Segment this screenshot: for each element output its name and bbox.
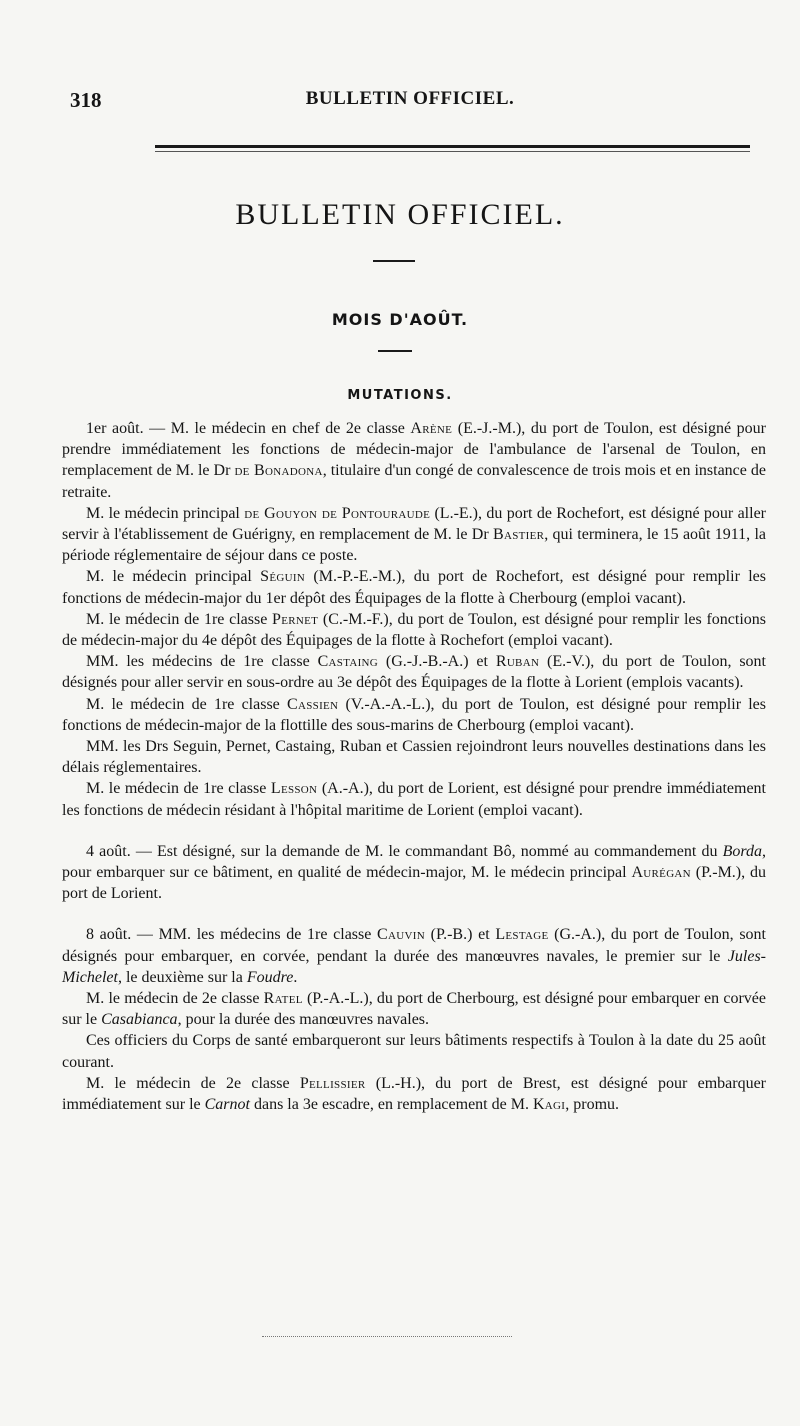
paragraph-text: août. — M. le médecin en chef de 2e classe [106, 420, 411, 437]
paragraph-text: (M.-P.-E.-M.), du port de Rochefort, est désigné pour remplir les fonctions de médecin-major du 1er dépôt des Équipages de la flotte à Cherbourg (emploi vacant). [62, 568, 766, 607]
person-name: Lesson [270, 780, 318, 798]
person-name: Ruban [495, 653, 540, 671]
person-name: Aurégan [631, 864, 691, 882]
page-number: 318 [70, 88, 102, 112]
person-name: Arène [410, 420, 453, 437]
paragraph-text: M. le médecin principal [86, 568, 261, 586]
ship-name: Casabianca [101, 1011, 178, 1029]
article-body [62, 418, 766, 1115]
header-rule [155, 145, 750, 148]
person-name: Kagi [532, 1096, 566, 1114]
paragraph-11 [62, 988, 766, 1030]
paragraph-text: , promu. [565, 1096, 620, 1114]
paragraph-text: , pour embarquer sur ce bâtiment, en qualité de médecin-major, M. le médecin principal [62, 842, 766, 882]
paragraph-4 [62, 609, 766, 651]
paragraph-8 [62, 778, 766, 820]
paragraph-text: MM. les médecins de 1re classe [86, 653, 318, 671]
paragraph-text: dans la 3e escadre, en remplacement de M. [249, 1096, 533, 1114]
paragraph-3 [62, 566, 766, 608]
paragraph-text: (A.-A.), du port de Lorient, est désigné pour prendre immédiatement les fonctions de médecin résidant à l'hôpital maritime de Lorient (emploi vacant). [62, 780, 767, 819]
paragraph-6 [62, 694, 766, 736]
person-name: Castaing [317, 653, 379, 671]
paragraph-text: , titulaire d'un congé de convalescence de trois mois et en instance de retraite. [62, 462, 767, 501]
person-name: Cassien [287, 695, 339, 713]
section-heading: MUTATIONS. [347, 388, 453, 403]
paragraph-text: (G.-A.), du port de Toulon, sont désignés pour embarquer, en corvée, pendant la durée des manœuvres navales, le premier sur le [62, 926, 767, 965]
person-name: Bastier [492, 526, 545, 544]
bottom-dotted-rule [262, 1336, 512, 1337]
paragraph-text: M. le médecin de 2e classe [86, 1074, 300, 1092]
paragraph-text: (V.-A.-A.-L.), du port de Toulon, est désigné pour remplir les fonctions de médecin-major de la flottille des sous-marins de Cherbourg (emploi vacant). [62, 695, 767, 734]
paragraph-text: . [293, 968, 298, 986]
month-heading: MOIS D'AOÛT. [331, 310, 469, 329]
ship-name: Foudre [246, 968, 294, 986]
paragraph-1 [62, 418, 766, 503]
page-title: BULLETIN OFFICIEL. [235, 198, 565, 231]
paragraph-text: (L.-E.), du port de Rochefort, est désigné pour aller servir à l'établissement de Guérigny, en remplacement de M. le Dr [62, 504, 767, 544]
paragraph-text: 4 août. — Est désigné, sur la demande de M. le commandant Bô, nommé au commandement du [86, 842, 723, 860]
paragraph-text: , qui terminera, le 15 août 1911, la période réglementaire de séjour dans ce poste. [62, 526, 766, 565]
paragraph-text: (G.-J.-B.-A.) et [378, 653, 496, 671]
paragraph-text: (P.-B.) et [424, 926, 496, 944]
paragraph-text: (P.-A.-L.), du port de Cherbourg, est désigné pour embarquer en corvée sur le [62, 990, 766, 1029]
person-name: de Gouyon de Pontouraude [244, 504, 431, 522]
running-header [70, 88, 750, 118]
paragraph-text: M. le médecin de 2e classe [86, 990, 264, 1008]
paragraph-text: M. le médecin principal [86, 504, 245, 522]
running-title: BULLETIN OFFICIEL. [305, 88, 515, 109]
paragraph-12 [62, 1030, 766, 1072]
paragraph-text: (C.-M.-F.), du port de Toulon, est désigné pour remplir les fonctions de médecin-major du 4e dépôt des Équipages de la flotte à Rochefort (emploi vacant). [62, 610, 767, 650]
paragraph-text: , le deuxième sur la [117, 968, 247, 986]
paragraph-text: 8 août. — MM. les médecins de 1re classe [86, 926, 378, 944]
paragraph-text: Ces officiers du Corps de santé embarqueront sur leurs bâtiments respectifs à Toulon à la date du 25 août courant. [62, 1032, 766, 1071]
month-rule [378, 350, 412, 352]
person-name: Ratel [263, 990, 303, 1008]
paragraph-text: M. le médecin de 1re classe [86, 780, 271, 798]
ship-name: Carnot [204, 1096, 250, 1114]
paragraph-2 [62, 503, 766, 567]
paragraph-5 [62, 651, 766, 693]
person-name: Pernet [272, 610, 319, 628]
paragraph-text: MM. les Drs Seguin, Pernet, Castaing, Ruban et Cassien rejoindront leurs nouvelles destinations dans les délais réglementaires. [62, 738, 766, 777]
ship-name: Jules-Michelet [62, 947, 766, 986]
paragraph-text: M. le médecin de 1re classe [86, 610, 273, 628]
paragraph-13 [62, 1073, 766, 1115]
paragraph-text: M. le médecin de 1re classe [86, 695, 288, 713]
header-rule-thin [155, 151, 750, 152]
paragraph-text: (P.-M.), du port de Lorient. [62, 864, 766, 903]
ship-name: Borda [722, 842, 762, 860]
person-name: Pellissier [299, 1074, 366, 1092]
paragraph-text: (E.-J.-M.), du port de Toulon, est désigné pour prendre immédiatement les fonctions de médecin-major de l'ambulance de l'arsenal de Toulon, en remplacement de M. le Dr [62, 420, 766, 480]
title-rule [373, 260, 415, 262]
date-marker: 1er [86, 420, 107, 437]
person-name: Cauvin [377, 926, 425, 944]
paragraph-text: , pour la durée des manœuvres navales. [177, 1011, 430, 1029]
paragraph-text: (E.-V.), du port de Toulon, sont désignés pour aller servir en sous-ordre au 3e dépôt des Équipages de la flotte à Lorient (emplois vacants). [62, 653, 766, 692]
paragraph-9 [62, 841, 766, 905]
paragraph-text: (L.-H.), du port de Brest, est désigné pour embarquer immédiatement sur le [62, 1074, 767, 1114]
paragraph-10 [62, 924, 766, 988]
person-name: Lestage [495, 926, 549, 944]
person-name: Séguin [260, 568, 306, 586]
paragraph-7 [62, 736, 766, 778]
person-name: de Bonadona [234, 462, 323, 480]
